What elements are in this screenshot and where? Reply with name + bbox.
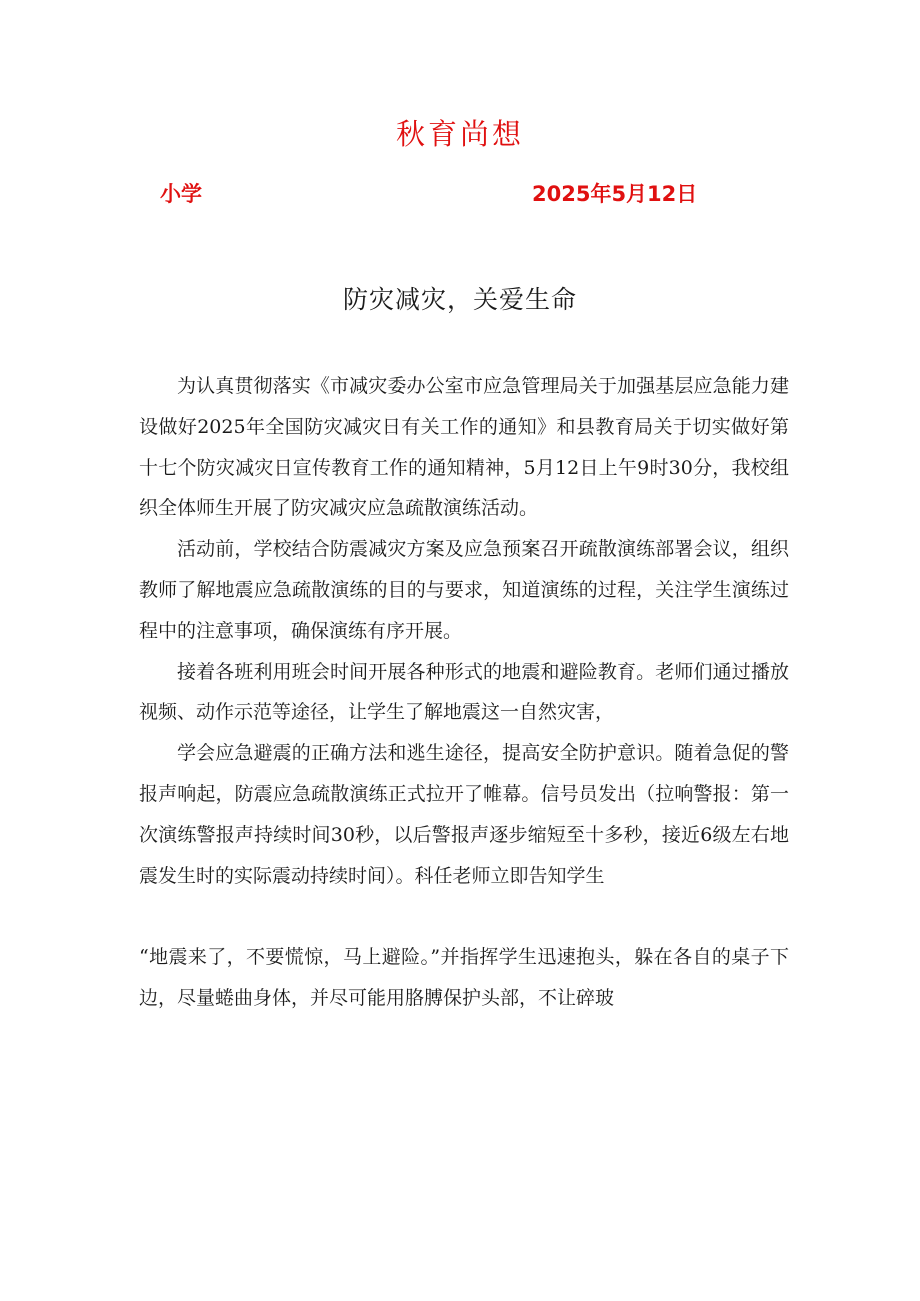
issue-date: 2025年5月12日 [532, 182, 698, 206]
paragraph: 为认真贯彻落实《市减灾委办公室市应急管理局关于加强基层应急能力建设做好2025年全国防灾减灾日有关工作的通知》和县教育局关于切实做好第十七个防灾减灾日宣传教育工作的通知精神，5月12日上午9时30分，我校组织全体师生开展了防灾减灾应急疏散演练活动。 [139, 375, 789, 520]
paragraph: “地震来了，不要慌惊，马上避险。”并指挥学生迅速抱头，躲在各自的桌子下边，尽量蜷曲身体，并尽可能用胳膊保护头部，不让碎玻 [139, 946, 789, 1010]
paragraph: 接着各班利用班会时间开展各种形式的地震和避险教育。老师们通过播放视频、动作示范等途径，让学生了解地震这一自然灾害， [139, 660, 789, 724]
masthead-title: 秋育尚想 [395, 117, 524, 151]
paragraph: 活动前，学校结合防震减灾方案及应急预案召开疏散演练部署会议，组织教师了解地震应急疏散演练的目的与要求，知道演练的过程，关注学生演练过程中的注意事项，确保演练有序开展。 [139, 538, 789, 642]
paragraph: 学会应急避震的正确方法和逃生途径，提高安全防护意识。随着急促的警报声响起，防震应急疏散演练正式拉开了帷幕。信号员发出（拉响警报：第一次演练警报声持续时间30秒，以后警报声逐步缩短至十多秒，接近6级左右地震发生时的实际震动持续时间）。科任老师立即告知学生 [139, 742, 789, 887]
article-title: 防灾减灾，关爱生命 [342, 285, 577, 314]
school-name: 小学 [160, 182, 202, 206]
article-body [139, 366, 789, 1019]
